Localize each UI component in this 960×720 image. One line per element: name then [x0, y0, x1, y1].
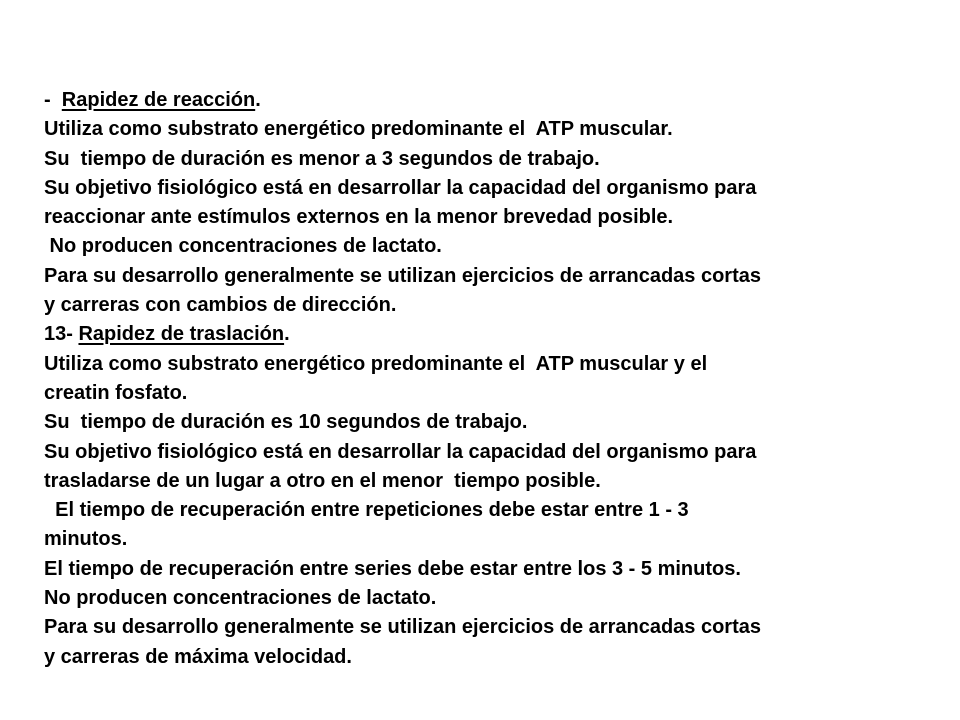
text-line: El tiempo de recuperación entre repeticiones debe estar entre 1 - 3: [44, 499, 689, 522]
heading-prefix: 13-: [44, 323, 79, 346]
text-line: El tiempo de recuperación entre series debe estar entre los 3 - 5 minutos.: [44, 557, 741, 580]
heading-title: Rapidez de reacción: [61, 89, 256, 111]
heading-prefix: -: [44, 89, 62, 111]
heading-reaction-speed: [44, 86, 934, 115]
text-line: Su objetivo fisiológico está en desarrollar la capacidad del organismo para: [44, 176, 757, 199]
text-line: y carreras con cambios de dirección.: [44, 294, 397, 317]
heading-translation-speed: [44, 320, 934, 349]
heading-title: Rapidez de traslación: [78, 323, 285, 346]
heading-suffix: .: [255, 89, 261, 111]
text-line: reaccionar ante estímulos externos en la menor brevedad posible.: [44, 206, 674, 229]
text-line: Su tiempo de duración es menor a 3 segundos de trabajo.: [44, 147, 600, 170]
text-line: Su tiempo de duración es 10 segundos de trabajo.: [44, 411, 528, 434]
text-line: No producen concentraciones de lactato.: [44, 235, 442, 258]
text-line: No producen concentraciones de lactato.: [44, 587, 437, 610]
text-line: Utiliza como substrato energético predominante el ATP muscular y el: [44, 352, 708, 375]
text-line: creatin fosfato.: [44, 381, 188, 404]
text-line: Utiliza como substrato energético predominante el ATP muscular.: [44, 118, 673, 141]
text-line: minutos.: [44, 528, 128, 551]
text-line: y carreras de máxima velocidad.: [44, 645, 352, 668]
slide-text-body: [44, 86, 934, 672]
text-line: Para su desarrollo generalmente se utilizan ejercicios de arrancadas cortas: [44, 616, 761, 639]
text-line: trasladarse de un lugar a otro en el menor tiempo posible.: [44, 469, 601, 492]
text-line: Para su desarrollo generalmente se utilizan ejercicios de arrancadas cortas: [44, 264, 761, 287]
heading-suffix: .: [284, 323, 290, 346]
text-line: Su objetivo fisiológico está en desarrollar la capacidad del organismo para: [44, 440, 757, 463]
